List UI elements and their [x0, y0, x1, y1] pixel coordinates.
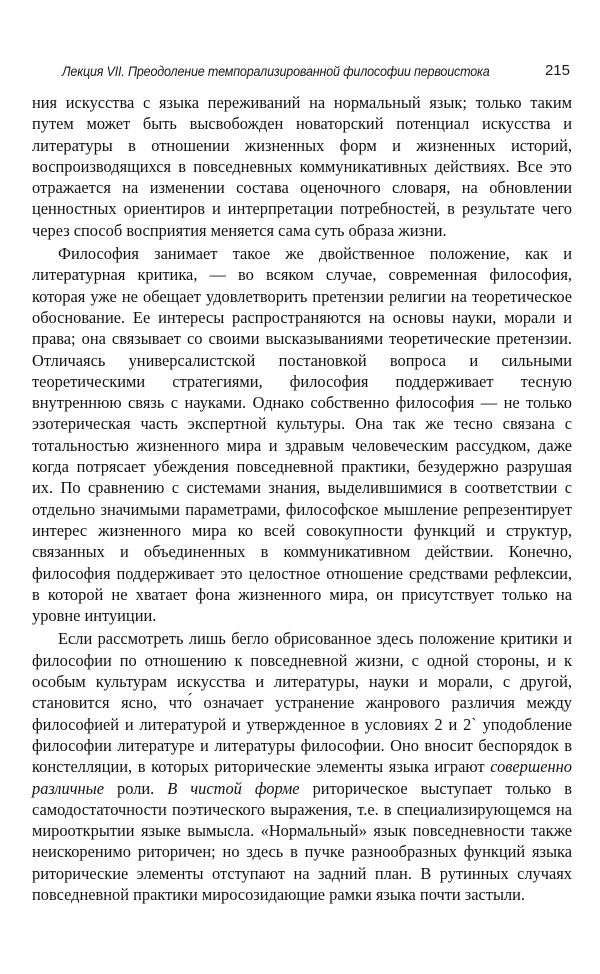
paragraph-3-emphasis-1: совершенно различные: [32, 757, 572, 798]
paragraph-2: Философия занимает такое же двойственное положение, как и литературная критика, — во всяком случае, современная философия, которая уже не обещает удовлетворить претензии религии на теоретическое обоснование. Ее интересы распространяются на основы науки, морали и права; она связывает со своими высказываниями теоретические претензии. Отличаясь универсалистской постановкой вопроса и сильными теоретическими стратегиями, философия поддерживает тесную внутреннюю связь с науками. Однако собственно философия — не только эзотерическая часть экспертной культуры. Она так же тесно связана с тотальностью жизненного мира и здравым человеческим рассудком, даже когда потрясает убеждения повседневной практики, безудержно разрушая их. По сравнению с системами знания, выделившимися в соответствии с отдельно значимыми параметрами, философское мышление репрезентирует интерес жизненного мира ко всей совокупности функций и структур, связанных и объединенных в коммуникативном действии. Конечно, философия поддерживает это целостное отношение средствами рефлексии, в которой не хватает фона жизненного мира, он присутствует только на уровне интуиции.: [32, 244, 572, 626]
paragraph-3-emphasis-2: В чистой форме: [167, 778, 300, 798]
paragraph-3-text-3: риторическое выступает только в самодостаточности поэтического выражения, т.е. в специализирующемся на мирооткрытии языке вымысла. «Нормальный» язык повседневности также неискоренимо риторичен; но здесь в пучке разнообразных функций языка риторические элементы отступают на задний план. В рутинных случаях повседневной практики миросозидающие рамки языка почти застыли.: [32, 778, 572, 904]
page-number: 215: [544, 62, 570, 79]
paragraph-1: ния искусства с языка переживаний на нормальный язык; только таким путем может быть высвобожден новаторский потенциал искусства и литературы в отношении жизненных форм и жизненных историй, воспроизводящихся в повседневных коммуникативных действиях. Все это отражается на изменении состава оценочного словаря, на обновлении ценностных ориентиров и интерпретации потребностей, в результате чего через способ восприятия меняется сама суть образа жизни.: [32, 93, 572, 240]
paragraph-3-text-1: Если рассмотреть лишь бегло обрисованное здесь положение критики и философии по отношению к повседневной жизни, с одной стороны, и к особым культурам искусства и литературы, науки и морали, с другой, становится ясно, что́ означает устранение жанрового различия между философией и литературой и утвержденное в условиях 2 и 2` уподобление философии литературе и литературы философии. Оно вносит беспорядок в констелляции, в которых риторические элементы языка играют: [32, 629, 572, 777]
running-title: Лекция VII. Преодоление темпорализированной философии первоистока: [62, 64, 490, 79]
paragraph-3: [32, 628, 572, 905]
running-head: [32, 58, 572, 84]
paragraph-3-text-2: роли.: [104, 778, 168, 798]
body-text: [32, 92, 572, 907]
